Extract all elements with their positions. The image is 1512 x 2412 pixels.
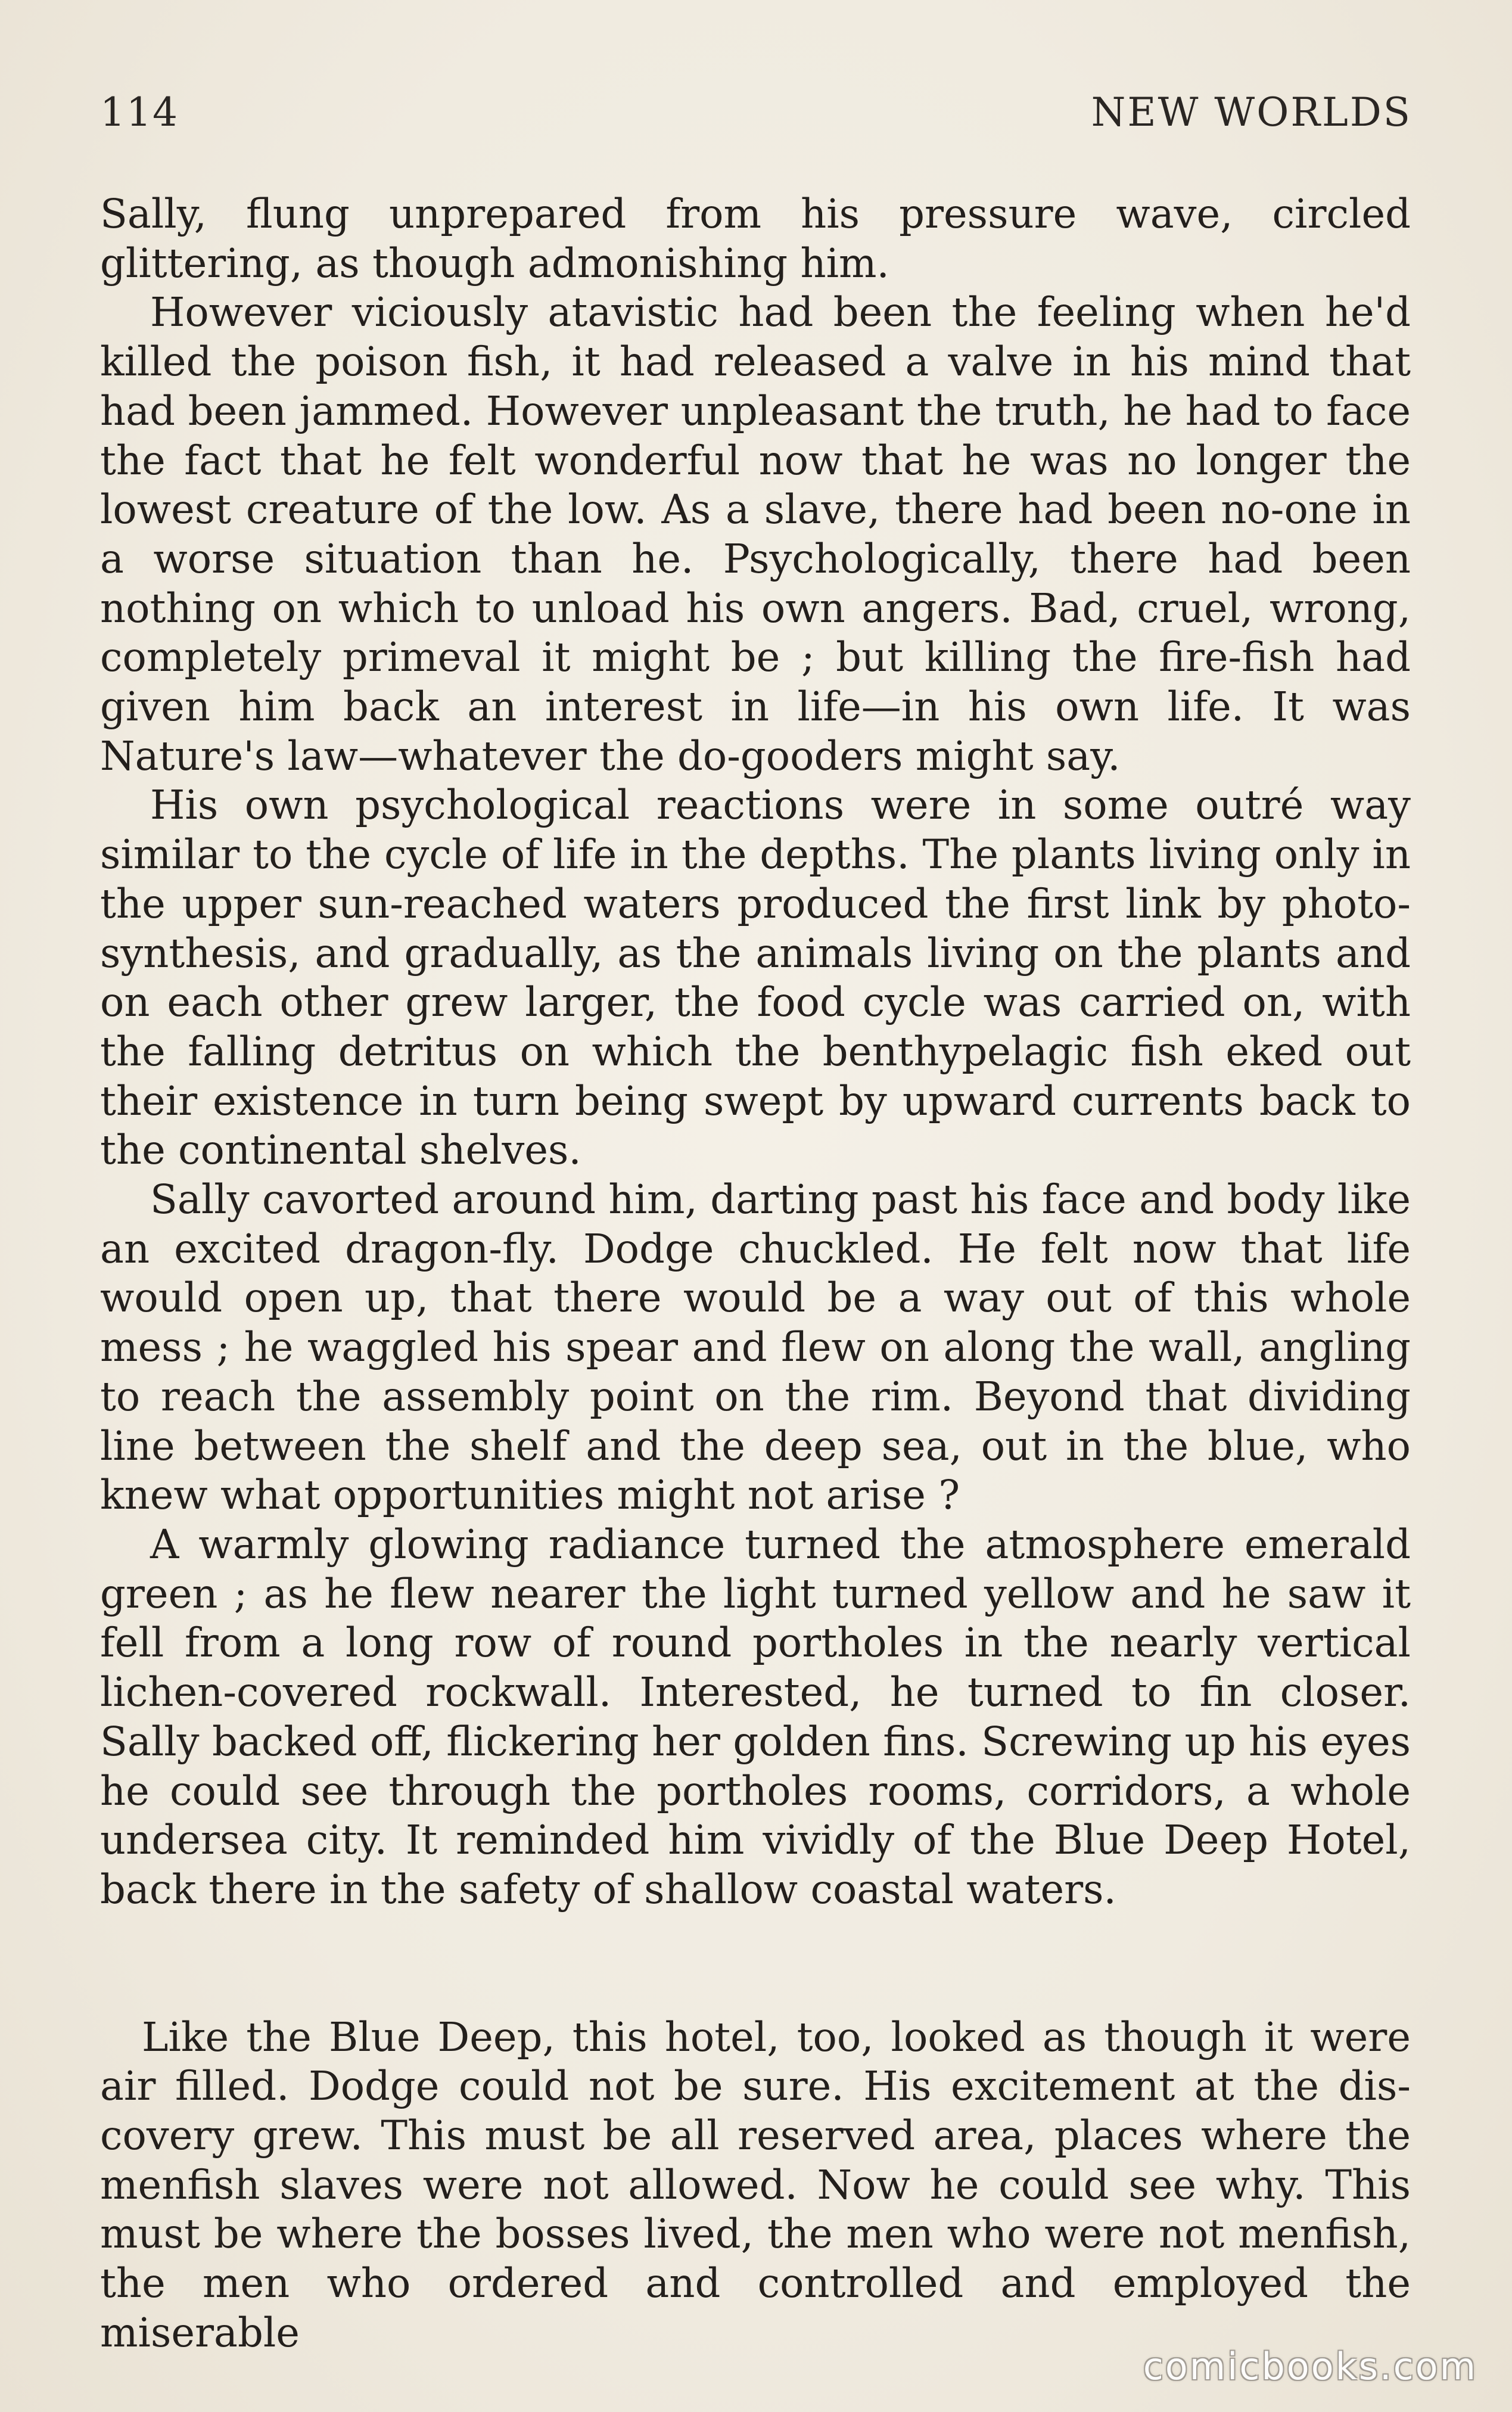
body-text xyxy=(100,189,1411,2358)
paragraph: Sally cavorted around him, darting past his face and body like an excited dragon-fly. Dodge chuckled. He felt now that life would open up, that there would be a way out of this whole mess ; he waggled his spear and flew on along the wall, angling to reach the assembly point on the rim. Beyond that dividing line between the shelf and the deep sea, out in the blue, who knew what opportunities might not arise ? xyxy=(100,1176,1411,1519)
running-title: NEW WORLDS xyxy=(1091,89,1412,135)
running-head xyxy=(100,89,1412,161)
watermark: comicbooks.com xyxy=(1143,2345,1477,2388)
paragraph: Sally, flung unprepared from his pressure wave, circled glittering, as though admonishing him. xyxy=(100,191,1411,287)
page-number: 114 xyxy=(100,89,179,135)
paragraph: However viciously atavistic had been the feeling when he'd killed the poison fish, it had released a valve in his mind that had been jammed. However unpleasant the truth, he had to face the fact that he felt wonderful now that he was no longer the lowest creature of the low. As a slave, there had been no-one in a worse situation than he. Psychologically, there had been nothing on which to unload his own angers. Bad, cruel, wrong, completely primeval it might be ; but killing the fire-fish had given him back an interest in life—in his own life. It was Nature's law—whatever the do-gooders might say. xyxy=(100,289,1411,779)
paragraph: Like the Blue Deep, this hotel, too, looked as though it were air filled. Dodge could not be sure. His excitement at the dis-covery grew. This must be all reserved area, places where the menfish slaves were not allowed. Now he could see why. This must be where the bosses lived, the men who were not menfish, the men who ordered and controlled and employed the miserable xyxy=(100,2013,1411,2356)
paragraph: A warmly glowing radiance turned the atmosphere emerald green ; as he flew nearer the light turned yellow and he saw it fell from a long row of round portholes in the nearly vertical lichen-covered rockwall. Interested, he turned to fin closer. Sally backed off, flickering her golden fins. Screwing up his eyes he could see through the portholes rooms, corridors, a whole undersea city. It reminded him vividly of the Blue Deep Hotel, back there in the safety of shallow coastal waters. xyxy=(100,1521,1411,1913)
paragraph: His own psychological reactions were in some outré way similar to the cycle of life in the depths. The plants living only in the upper sun-reached waters produced the first link by photo-synthesis, and gradually, as the animals living on the plants and on each other grew larger, the food cycle was carried on, with the falling detritus on which the benthypelagic fish eked out their existence in turn being swept by upward currents back to the continental shelves. xyxy=(100,782,1411,1174)
